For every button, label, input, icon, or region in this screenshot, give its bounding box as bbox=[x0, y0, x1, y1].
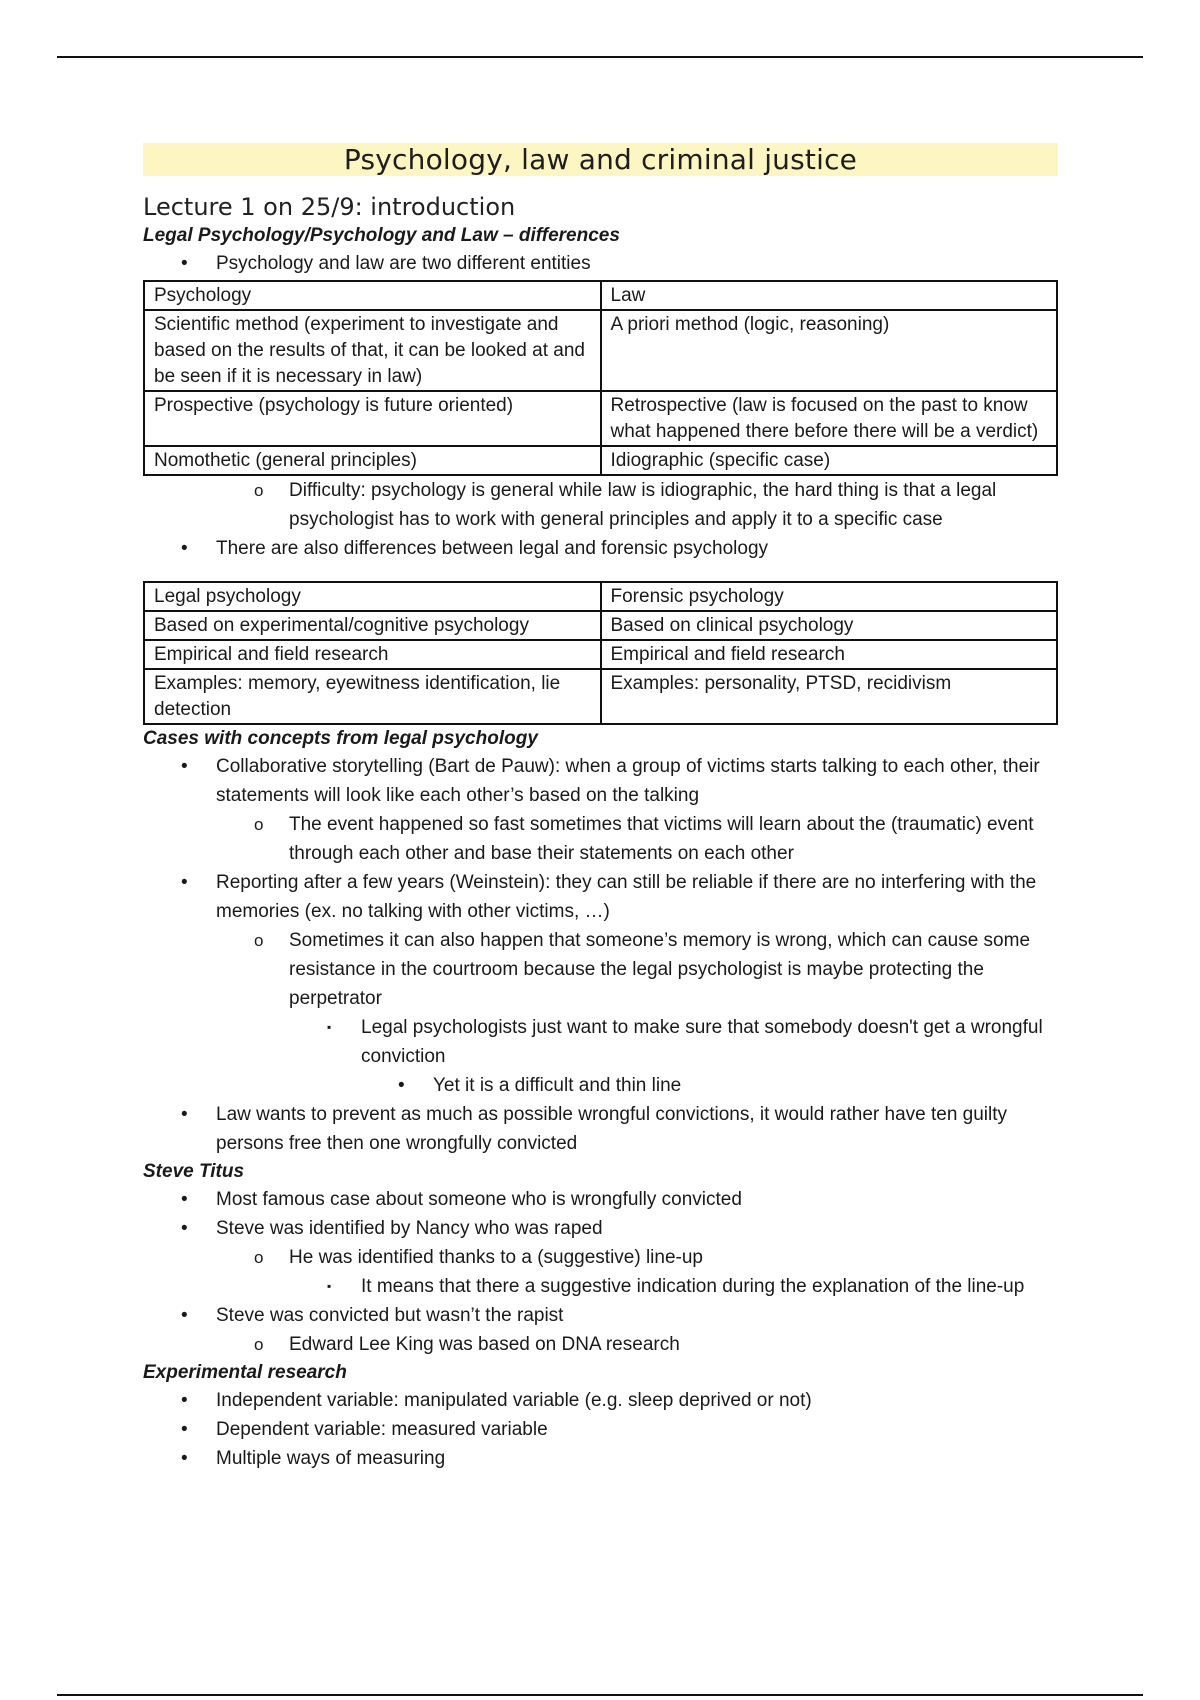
list-item bbox=[143, 534, 1058, 563]
list-item-text: Sometimes it can also happen that someone’s memory is wrong, which can cause some resistance in the courtroom because the legal psychologist is maybe protecting the perpetrator bbox=[289, 930, 1031, 1009]
bullet-marker: • bbox=[181, 1189, 188, 1210]
bullet-marker: • bbox=[398, 1075, 405, 1096]
section-heading-cases: Cases with concepts from legal psychology bbox=[143, 728, 538, 749]
bullet-list bbox=[143, 1386, 1058, 1473]
bullet-marker: • bbox=[181, 1104, 188, 1125]
list-item-text: Independent variable: manipulated variable (e.g. sleep deprived or not) bbox=[216, 1390, 812, 1411]
table-cell: Law bbox=[601, 281, 1058, 310]
section-heading-steve-titus: Steve Titus bbox=[143, 1161, 245, 1182]
list-item-text: Multiple ways of measuring bbox=[216, 1448, 446, 1469]
list-item bbox=[143, 1185, 1058, 1214]
bullet-list bbox=[143, 249, 1058, 278]
table-cell: Nomothetic (general principles) bbox=[144, 446, 601, 475]
bullet-marker: • bbox=[181, 1218, 188, 1239]
list-item bbox=[143, 1330, 1058, 1359]
legal-forensic-table bbox=[143, 581, 1058, 725]
bullet-list bbox=[143, 1185, 1058, 1359]
bullet-list bbox=[143, 476, 1058, 563]
circle-marker: o bbox=[254, 931, 264, 950]
circle-marker: o bbox=[254, 1335, 264, 1354]
bullet-marker: • bbox=[181, 1448, 188, 1469]
table-cell: Prospective (psychology is future oriented) bbox=[144, 391, 601, 446]
document-title: Psychology, law and criminal justice bbox=[143, 143, 1058, 176]
square-marker: ▪ bbox=[327, 1020, 332, 1034]
list-item bbox=[143, 1444, 1058, 1473]
bullet-marker: • bbox=[181, 1419, 188, 1440]
list-item-text: Steve was convicted but wasn’t the rapist bbox=[216, 1305, 564, 1326]
list-item-text: Yet it is a difficult and thin line bbox=[433, 1075, 682, 1096]
section-heading-differences: Legal Psychology/Psychology and Law – differences bbox=[143, 225, 620, 246]
list-item-text: Steve was identified by Nancy who was raped bbox=[216, 1218, 603, 1239]
bullet-marker: • bbox=[181, 538, 188, 559]
bullet-list bbox=[143, 752, 1058, 1158]
table-cell: Legal psychology bbox=[144, 582, 601, 611]
document-body bbox=[143, 143, 1058, 1473]
list-item-text: Dependent variable: measured variable bbox=[216, 1419, 548, 1440]
circle-marker: o bbox=[254, 815, 264, 834]
list-item-text: It means that there a suggestive indication during the explanation of the line-up bbox=[361, 1276, 1025, 1297]
table-row bbox=[144, 281, 1057, 310]
list-item bbox=[143, 1272, 1058, 1301]
table-row bbox=[144, 446, 1057, 475]
table-cell: Empirical and field research bbox=[144, 640, 601, 669]
table-cell: Based on experimental/cognitive psychology bbox=[144, 611, 601, 640]
list-item bbox=[143, 476, 1058, 534]
table-row bbox=[144, 669, 1057, 724]
list-item bbox=[143, 752, 1058, 810]
list-item-text: Difficulty: psychology is general while law is idiographic, the hard thing is that a legal psychologist has to work with general principles and apply it to a specific case bbox=[289, 480, 997, 530]
table-row bbox=[144, 640, 1057, 669]
list-item bbox=[143, 1100, 1058, 1158]
table-cell: Examples: memory, eyewitness identification, lie detection bbox=[144, 669, 601, 724]
bullet-marker: • bbox=[181, 1390, 188, 1411]
list-item-text: Edward Lee King was based on DNA research bbox=[289, 1334, 680, 1355]
table-cell: Idiographic (specific case) bbox=[601, 446, 1058, 475]
page-bottom-rule bbox=[57, 1694, 1143, 1696]
bullet-marker: • bbox=[181, 756, 188, 777]
list-item bbox=[143, 249, 1058, 278]
table-cell: Empirical and field research bbox=[601, 640, 1058, 669]
table-row bbox=[144, 310, 1057, 391]
list-item bbox=[143, 868, 1058, 926]
square-marker: ▪ bbox=[327, 1279, 332, 1293]
list-item-text: Reporting after a few years (Weinstein): they can still be reliable if there are no interfering with the memories (ex. no talking with other victims, …) bbox=[216, 872, 1037, 922]
table-cell: Scientific method (experiment to investigate and based on the results of that, it can be looked at and be seen if it is necessary in law) bbox=[144, 310, 601, 391]
list-item bbox=[143, 1301, 1058, 1330]
list-item-text: Collaborative storytelling (Bart de Pauw): when a group of victims starts talking to each other, their statements will look like each other’s based on the talking bbox=[216, 756, 1040, 806]
table-cell: Examples: personality, PTSD, recidivism bbox=[601, 669, 1058, 724]
table-cell: Based on clinical psychology bbox=[601, 611, 1058, 640]
list-item-text: Psychology and law are two different entities bbox=[216, 253, 591, 274]
list-item bbox=[143, 1415, 1058, 1444]
section-heading-experimental-research: Experimental research bbox=[143, 1362, 347, 1383]
table-cell: Retrospective (law is focused on the past to know what happened there before there will be a verdict) bbox=[601, 391, 1058, 446]
table-cell: Psychology bbox=[144, 281, 601, 310]
list-item-text: The event happened so fast sometimes that victims will learn about the (traumatic) event through each other and base their statements on each other bbox=[289, 814, 1034, 864]
bullet-marker: • bbox=[181, 872, 188, 893]
bullet-marker: • bbox=[181, 253, 188, 274]
list-item bbox=[143, 810, 1058, 868]
psychology-law-table bbox=[143, 280, 1058, 476]
table-row bbox=[144, 582, 1057, 611]
table-row bbox=[144, 391, 1057, 446]
list-item bbox=[143, 1243, 1058, 1272]
list-item-text: Legal psychologists just want to make sure that somebody doesn't get a wrongful conviction bbox=[361, 1017, 1043, 1067]
list-item bbox=[143, 1013, 1058, 1071]
list-item-text: Most famous case about someone who is wrongfully convicted bbox=[216, 1189, 742, 1210]
table-cell: Forensic psychology bbox=[601, 582, 1058, 611]
list-item-text: Law wants to prevent as much as possible wrongful convictions, it would rather have ten guilty persons free then one wrongfully convicted bbox=[216, 1104, 1008, 1154]
list-item-text: There are also differences between legal and forensic psychology bbox=[216, 538, 769, 559]
page-top-rule bbox=[57, 56, 1143, 58]
circle-marker: o bbox=[254, 1248, 264, 1267]
circle-marker: o bbox=[254, 481, 264, 500]
list-item bbox=[143, 1214, 1058, 1243]
list-item bbox=[143, 1386, 1058, 1415]
list-item bbox=[143, 926, 1058, 1013]
bullet-marker: • bbox=[181, 1305, 188, 1326]
table-cell: A priori method (logic, reasoning) bbox=[601, 310, 1058, 391]
lecture-heading: Lecture 1 on 25/9: introduction bbox=[143, 193, 516, 221]
list-item bbox=[143, 1071, 1058, 1100]
list-item-text: He was identified thanks to a (suggestive) line-up bbox=[289, 1247, 704, 1268]
table-row bbox=[144, 611, 1057, 640]
